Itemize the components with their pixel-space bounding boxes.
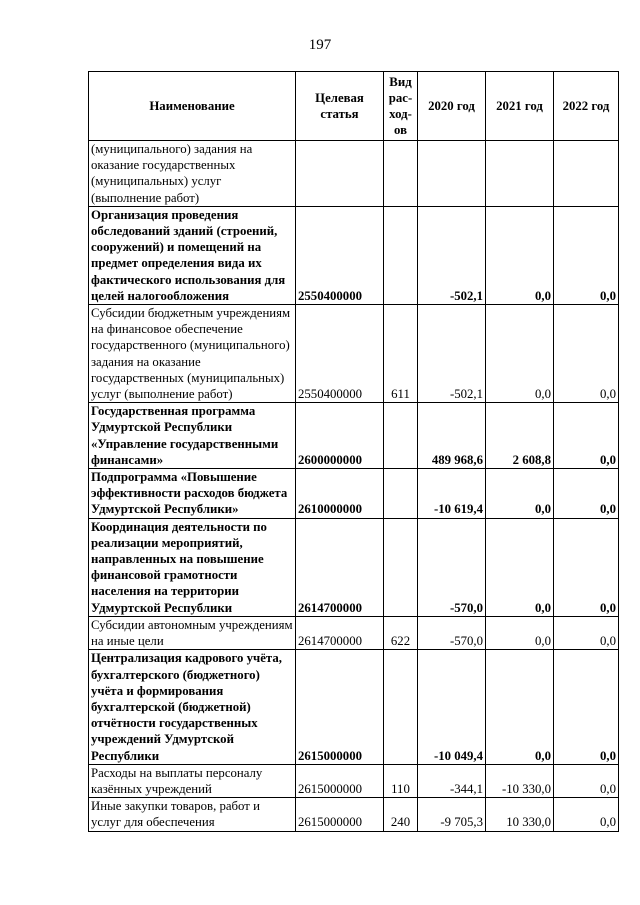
- row-2021: 0,0: [486, 518, 554, 616]
- table-row: [89, 764, 619, 797]
- row-2022: 0,0: [554, 403, 619, 469]
- row-code: 2614700000: [296, 616, 384, 649]
- row-kind: [384, 469, 418, 519]
- row-kind: [384, 141, 418, 207]
- row-2020: -502,1: [418, 305, 486, 403]
- row-kind: 240: [384, 798, 418, 831]
- row-2021: 0,0: [486, 305, 554, 403]
- row-name: Расходы на выплаты персоналу казённых учреждений: [89, 764, 296, 797]
- row-name: (муниципального) задания на оказание государственных (муниципальных) услуг (выполнение работ): [89, 141, 296, 207]
- row-kind: [384, 206, 418, 304]
- table-row: [89, 650, 619, 764]
- row-name: Иные закупки товаров, работ и услуг для обеспечения: [89, 798, 296, 831]
- row-2021: 0,0: [486, 616, 554, 649]
- row-name: Координация деятельности по реализации мероприятий, направленных на повышение финансовой грамотности населения на территории Удмуртской Республики: [89, 518, 296, 616]
- row-2021: 2 608,8: [486, 403, 554, 469]
- row-name: Организация проведения обследований зданий (строений, сооружений) и помещений на предмет определения вида их фактического использования для целей налогообложения: [89, 206, 296, 304]
- row-2020: 489 968,6: [418, 403, 486, 469]
- table-row: [89, 305, 619, 403]
- row-code: 2615000000: [296, 650, 384, 764]
- row-kind: [384, 403, 418, 469]
- header-target-article: Целевая статья: [296, 72, 384, 141]
- row-name: Государственная программа Удмуртской Республики «Управление государственными финансами»: [89, 403, 296, 469]
- table-row: [89, 141, 619, 207]
- table-row: [89, 469, 619, 519]
- row-2021: 0,0: [486, 206, 554, 304]
- row-name: Подпрограмма «Повышение эффективности расходов бюджета Удмуртской Республики»: [89, 469, 296, 519]
- row-code: 2614700000: [296, 518, 384, 616]
- header-year-2022: 2022 год: [554, 72, 619, 141]
- page-number: 197: [308, 37, 332, 53]
- row-kind: [384, 518, 418, 616]
- row-2022: 0,0: [554, 469, 619, 519]
- row-2021: 10 330,0: [486, 798, 554, 831]
- budget-table: [88, 71, 619, 832]
- table-row: [89, 518, 619, 616]
- table-row: [89, 616, 619, 649]
- table-row: [89, 798, 619, 831]
- row-2022: 0,0: [554, 616, 619, 649]
- row-code: [296, 141, 384, 207]
- row-kind: [384, 650, 418, 764]
- row-code: 2600000000: [296, 403, 384, 469]
- row-2022: 0,0: [554, 305, 619, 403]
- row-2020: -10 049,4: [418, 650, 486, 764]
- header-expense-type: Вид рас-ход-ов: [384, 72, 418, 141]
- row-2022: [554, 141, 619, 207]
- table-header-row: [89, 72, 619, 141]
- row-kind: 110: [384, 764, 418, 797]
- row-kind: 611: [384, 305, 418, 403]
- row-2022: 0,0: [554, 650, 619, 764]
- row-code: 2615000000: [296, 764, 384, 797]
- row-2022: 0,0: [554, 206, 619, 304]
- row-2022: 0,0: [554, 518, 619, 616]
- header-name: Наименование: [89, 72, 296, 141]
- header-year-2021: 2021 год: [486, 72, 554, 141]
- row-code: 2550400000: [296, 305, 384, 403]
- row-code: 2615000000: [296, 798, 384, 831]
- row-kind: 622: [384, 616, 418, 649]
- row-2020: [418, 141, 486, 207]
- row-2020: -344,1: [418, 764, 486, 797]
- row-code: 2550400000: [296, 206, 384, 304]
- row-2020: -9 705,3: [418, 798, 486, 831]
- row-2021: 0,0: [486, 469, 554, 519]
- header-year-2020: 2020 год: [418, 72, 486, 141]
- row-name: Субсидии автономным учреждениям на иные цели: [89, 616, 296, 649]
- row-2021: [486, 141, 554, 207]
- row-2021: -10 330,0: [486, 764, 554, 797]
- row-2022: 0,0: [554, 798, 619, 831]
- row-2020: -10 619,4: [418, 469, 486, 519]
- table-row: [89, 206, 619, 304]
- row-2020: -502,1: [418, 206, 486, 304]
- row-2020: -570,0: [418, 518, 486, 616]
- row-2022: 0,0: [554, 764, 619, 797]
- row-code: 2610000000: [296, 469, 384, 519]
- row-name: Централизация кадрового учёта, бухгалтерского (бюджетного) учёта и формирования бухгалтерской (бюджетной) отчётности государственных учреждений Удмуртской Республики: [89, 650, 296, 764]
- row-name: Субсидии бюджетным учреждениям на финансовое обеспечение государственного (муниципального) задания на оказание государственных (муниципальных) услуг (выполнение работ): [89, 305, 296, 403]
- row-2020: -570,0: [418, 616, 486, 649]
- row-2021: 0,0: [486, 650, 554, 764]
- table-row: [89, 403, 619, 469]
